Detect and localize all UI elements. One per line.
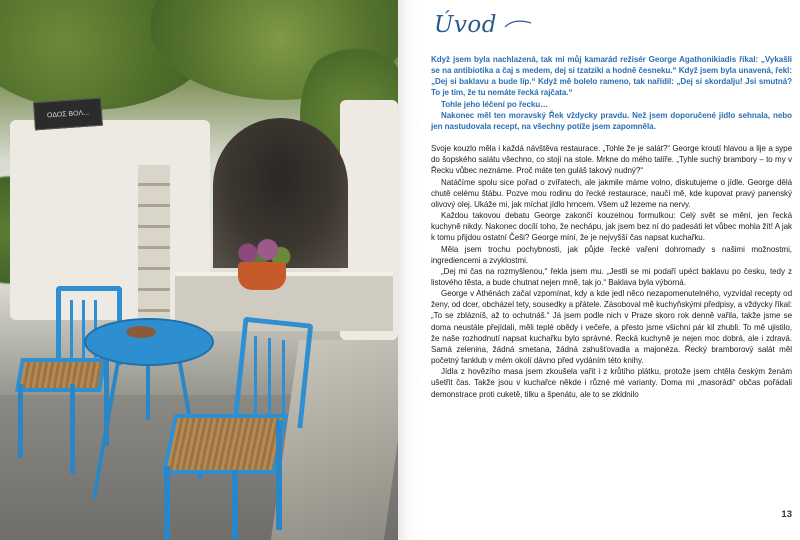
chair-seat <box>15 358 107 392</box>
street-sign: ΟΔΟΣ ΒΟΛ... <box>33 98 103 131</box>
body-section <box>431 143 792 400</box>
body-paragraph: George v Athénách začal vzpomínat, kdy a kde jedl něco nezapomenutelného, vyzvídal recepty od ženy, od dcer, obcházel tety, sousedky a přátele. Zásoboval mě kuchyňskými předpisy, a vždycky říkal: „To se zblázníš, až to ochutnáš.“ Já jsem podle nich v Praze skoro rok denně vařila, takže jsme se doma neustále přejídali, měli teplé obědy i večeře, a přesto jsme všichni pár kil zhubli. To mě ujistilo, že naše rozhodnutí napsat kuchařku bylo správné. Řecká kuchyně je nejen moc dobrá, ale i zdravá. Samá zelenina, žádná smetana, žádná zahušťovadla a majonéza. Řecký bramborový salát měl početný fanklub v mém okolí dávno před vydáním této knihy. <box>431 289 792 366</box>
intro-section <box>431 54 792 132</box>
text-page <box>398 0 800 540</box>
chair-seat <box>162 414 289 474</box>
chair-slat <box>70 300 73 358</box>
body-paragraph: Měla jsem trochu pochybnosti, jak půjde řecké vaření dohromady s našimi možnostmi, ingrediencemi a zvyklostmi. <box>431 244 792 265</box>
chair-leg <box>18 384 23 458</box>
chair-leg <box>276 420 282 530</box>
chair-right <box>233 317 314 429</box>
chair-leg <box>164 466 170 540</box>
chair-slat <box>268 338 271 418</box>
chair-leg <box>232 470 238 540</box>
title-swash <box>504 18 532 30</box>
page-number: 13 <box>781 509 792 520</box>
article-text <box>431 54 792 400</box>
body-paragraph: Natáčíme spolu sice pořad o zvířatech, ale jakmile máme volno, diskutujeme o jídle. George dělá chutě celému štábu. Pozve mou rodinu do řecké restaurace, naučí mě, kde kupovat pravý panenský olivový olej. Ukáže mi, jak míchat jídlo hrncem. Všem už lezeme na nervy. <box>431 177 792 209</box>
chair-leg <box>70 384 75 474</box>
body-paragraph: Svoje kouzlo měla i každá návštěva restaurace. „Tohle že je salát?“ George kroutí hlavou a lije a sype do šopského salátu všechno, co stojí na stole. Mrkne do mého talíře. „Tyhle suchý brambory – to my v Řecku vůbec neznáme. Proč máte ten guláš takový nudný?“ <box>431 144 792 176</box>
body-paragraph: Jídla z hovězího masa jsem zkoušela vařit i z krůtího plátku, protože jsem chtěla českým ženám ušetřit čas. Takže jsou v kuchařce někde i různé mé varianty. Doma mi „masorádi“ občas pořádali demonstrace proti cuketě, tilku a špenátu, ale to se zkldnilo <box>431 367 792 399</box>
chair-slat <box>282 340 285 420</box>
intro-paragraph: Když jsem byla nachlazená, tak mi můj kamarád režisér George Agathonikiadis říkal: „Vykašli se na antibiotika a čaj s medem, dej si tzatziki a hodně česneku.“ Když jsem byla unavená, řekl: „Dej si baklavu a bude líp.“ Když mě bolelo rameno, tak nařídil: „Dej si skordalju! Jsi smutná? To je tím, že tu nemáte řecká rajčata.“ <box>431 55 792 98</box>
intro-paragraph: Tohle jeho léčení po řecku… <box>441 99 549 109</box>
cover-photo-taverna <box>0 0 398 540</box>
terracotta-pot <box>238 262 286 290</box>
stone-pillar <box>138 165 170 325</box>
chair-slat <box>254 336 257 416</box>
body-paragraph: Každou takovou debatu George zakončí kouzelnou formulkou: Celý svět se mění, jen řecká kuchyně nikdy. Nakonec docílí toho, že nechápu, jak jsem bez ní do padesáti let vůbec mohla žít! A jak k tomu přijdou ostatní Češi? George míní, že je nejvyšší čas napsat kuchařku. <box>431 211 792 243</box>
page-title: Úvod <box>434 12 497 38</box>
body-paragraph: „Dej mi čas na rozmyšlenou,“ řekla jsem mu. „Jestli se mi podaří upéct baklavu po česku, tedy z listového těsta, a bude chutnat nejen mně, tak jo.“ Baklava byla výborná. <box>431 266 792 287</box>
ashtray <box>126 326 156 338</box>
intro-paragraph: Nakonec měl ten moravský Řek vždycky pravdu. Než jsem doporučené jídlo sehnala, nebo jen nastudovala recept, na všechny potíže jsem zapomněla. <box>431 110 792 131</box>
table-leg <box>146 360 150 420</box>
chair-slat <box>82 300 85 358</box>
round-table <box>84 318 214 366</box>
